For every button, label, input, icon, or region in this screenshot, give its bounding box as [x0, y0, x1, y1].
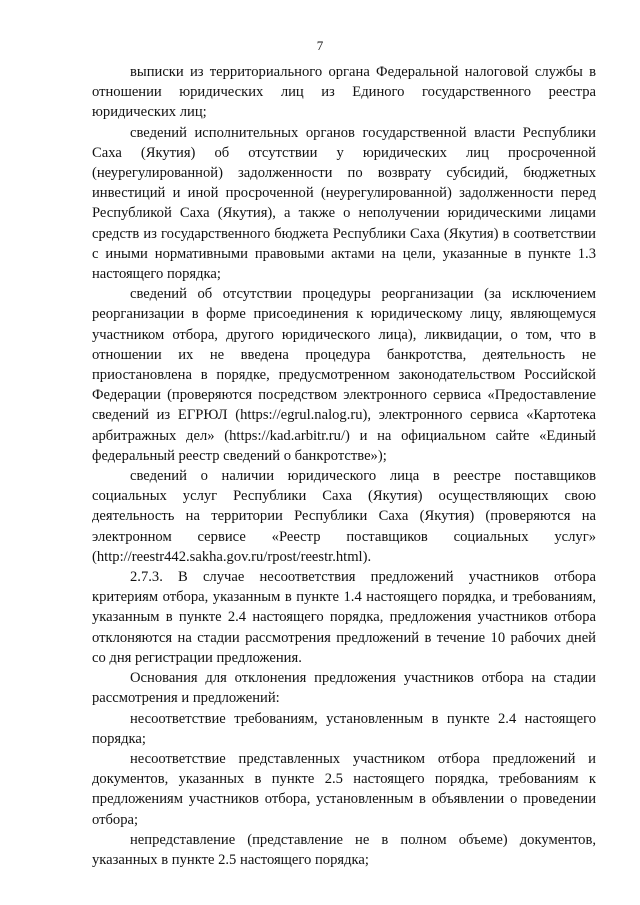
- paragraph-debt-info: сведений исполнительных органов государственной власти Республики Саха (Якутия) об отсутствии у юридических лиц просроченной (неурегулированной) задолженности по возврату субсидий, бюджетных инвестиций и иной просроченной (неурегулированной) задолженности перед Республикой Саха (Якутия), а также о неполучении юридическими лицами средств из государственного бюджета Республики Саха (Якутия) в соответствии с иными нормативными правовыми актами на цели, указанные в пункте 1.3 настоящего порядка;: [92, 124, 596, 283]
- paragraph-ground-documents: несоответствие представленных участником отбора предложений и документов, указанных в пункте 2.5 настоящего порядка, требованиям к предложениям участников отбора, установленным в объявлении о проведении отбора;: [92, 750, 596, 828]
- paragraph-egrul-extract: выписки из территориального органа Федеральной налоговой службы в отношении юридических лиц из Единого государственного реестра юридических лиц;: [92, 64, 596, 121]
- page-number: 7: [316, 38, 324, 53]
- paragraph-ground-requirements: несоответствие требованиям, установленным в пункте 2.4 настоящего порядка;: [92, 710, 596, 747]
- paragraph-rejection-grounds: Основания для отклонения предложения участников отбора на стадии рассмотрения и предложений:: [92, 670, 596, 707]
- paragraph-social-services-registry: сведений о наличии юридического лица в реестре поставщиков социальных услуг Республики Саха (Якутия) осуществляющих свою деятельность на территории Республики Саха (Якутия) (проверяются на электронном сервисе «Реестр поставщиков социальных услуг» (http://reestr442.sakha.gov.ru/rpost/reestr.html).: [92, 468, 596, 565]
- paragraph-reorganization-info: сведений об отсутствии процедуры реорганизации (за исключением реорганизации в форме присоединения к юридическому лицу, являющемуся участником отбора, другого юридического лица), ликвидации, о том, что в отношении их не введена процедура банкротства, деятельность не приостановлена в порядке, предусмотренном законодательством Российской Федерации (проверяются посредством электронного сервиса «Предоставление сведений из ЕГРЮЛ (https://egrul.nalog.ru), электронного сервиса «Картотека арбитражных дел» (https://kad.arbitr.ru/) и на официальном сайте «Единый федеральный реестр сведений о банкротстве»);: [92, 286, 596, 464]
- paragraph-ground-nonsubmission: непредставление (представление не в полном объеме) документов, указанных в пункте 2.5 настоящего порядка;: [92, 831, 596, 868]
- paragraph-clause-2-7-3: 2.7.3. В случае несоответствия предложений участников отбора критериям отбора, указанным в пункте 1.4 настоящего порядка, и требованиям, указанным в пункте 2.4 настоящего порядка, предложения участников отбора отклоняются на стадии рассмотрения предложений в течение 10 рабочих дней со дня регистрации предложения.: [92, 569, 596, 666]
- document-body: [92, 62, 596, 870]
